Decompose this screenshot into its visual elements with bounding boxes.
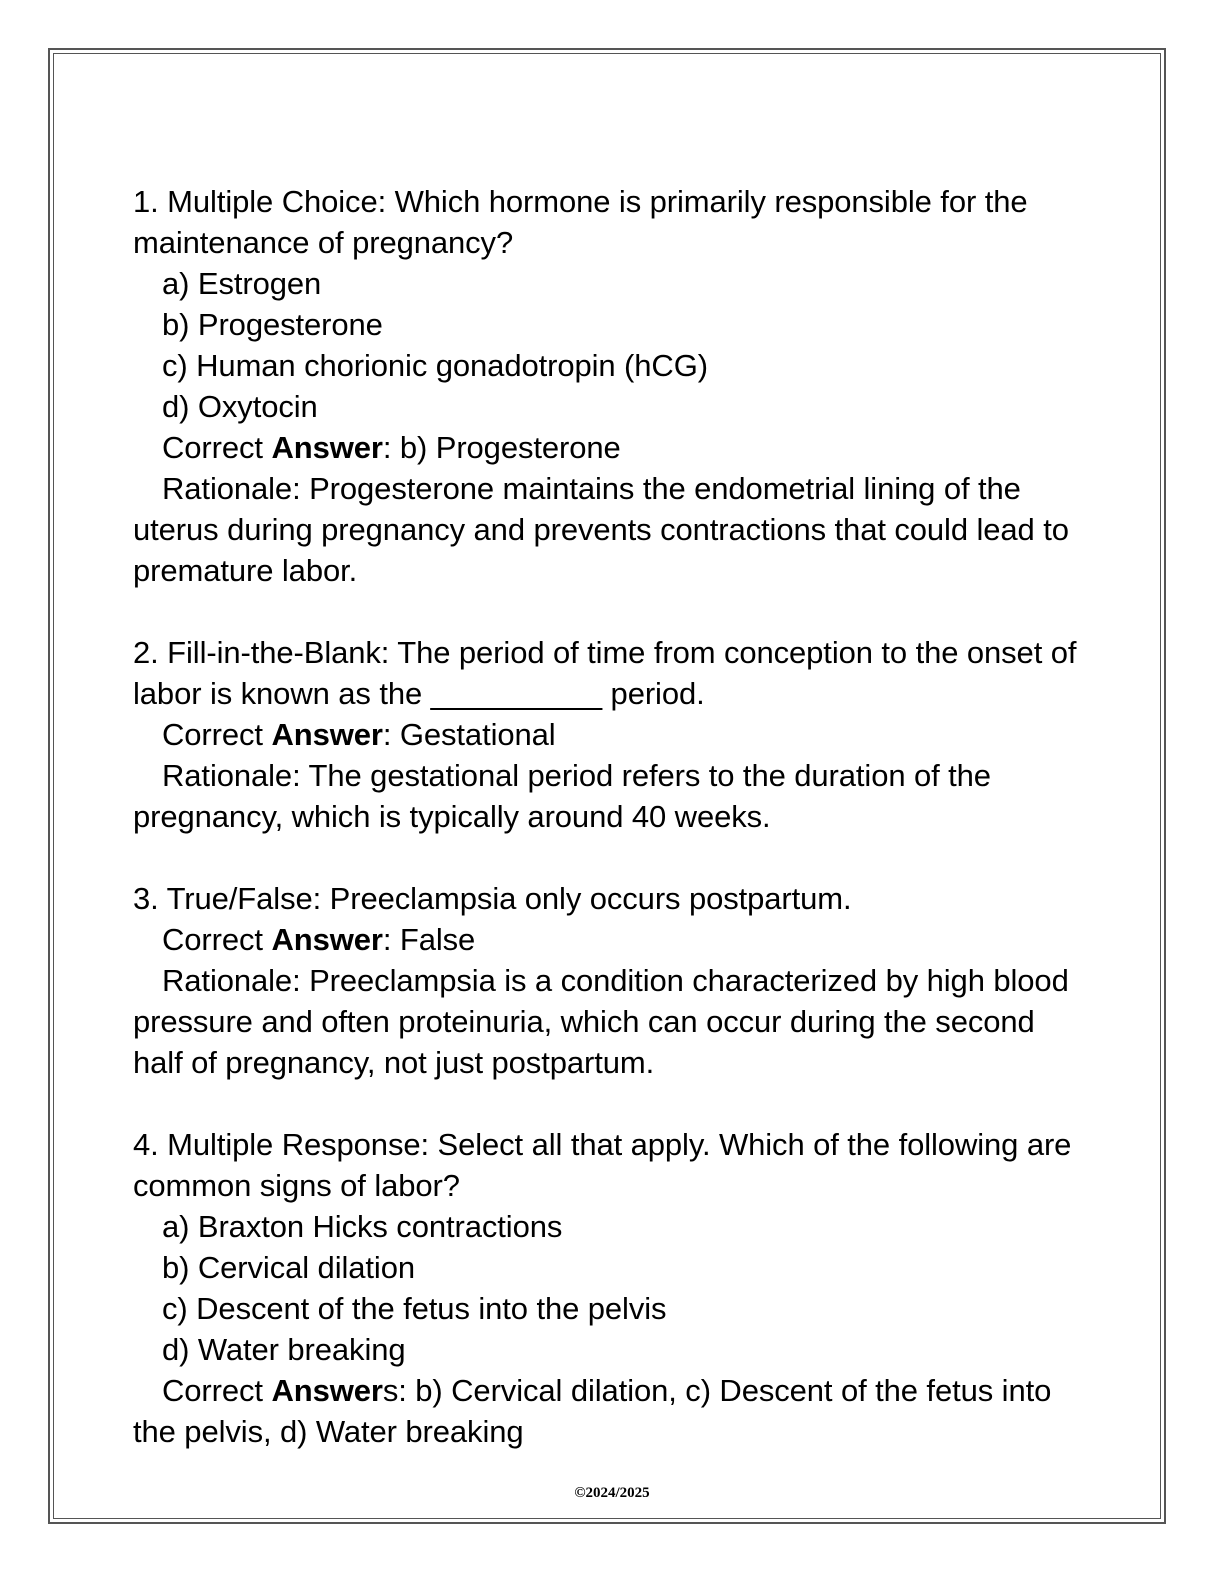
correct-answer-keyword: Answer [271, 717, 383, 752]
copyright-footer: ©2024/2025 [574, 1485, 650, 1501]
answer-option: a) Braxton Hicks contractions [162, 1209, 563, 1244]
answer-option: c) Human chorionic gonadotropin (hCG) [162, 348, 708, 383]
question-2 [133, 632, 1083, 837]
correct-answer-value: s: b) Cervical dilation, c) Descent of the fetus into the pelvis, d) Water breaking [133, 1373, 1052, 1449]
answer-option: d) Oxytocin [162, 389, 318, 424]
answer-option: b) Progesterone [162, 307, 383, 342]
question-3 [133, 878, 1083, 1083]
correct-answer-prefix: Correct [162, 922, 272, 957]
answer-option: a) Estrogen [162, 266, 322, 301]
question-1 [133, 181, 1083, 591]
question-stem: 4. Multiple Response: Select all that apply. Which of the following are common signs of labor? [133, 1127, 1072, 1203]
answer-option: c) Descent of the fetus into the pelvis [162, 1291, 667, 1326]
correct-answer-value: : Gestational [382, 717, 556, 752]
correct-answer-prefix: Correct [162, 717, 272, 752]
rationale: Rationale: The gestational period refers to the duration of the pregnancy, which is typically around 40 weeks. [133, 758, 991, 834]
correct-answer [133, 1370, 1083, 1452]
question-4 [133, 1124, 1083, 1452]
correct-answer-prefix: Correct [162, 1373, 272, 1408]
document-body [133, 181, 1083, 1493]
question-stem: 1. Multiple Choice: Which hormone is primarily responsible for the maintenance of pregnancy? [133, 184, 1028, 260]
correct-answer [133, 427, 1083, 468]
correct-answer-keyword: Answer [271, 1373, 383, 1408]
correct-answer-keyword: Answer [271, 922, 383, 957]
correct-answer-value: : b) Progesterone [382, 430, 621, 465]
correct-answer-value: : False [382, 922, 476, 957]
correct-answer-keyword: Answer [271, 430, 383, 465]
rationale: Rationale: Preeclampsia is a condition characterized by high blood pressure and often proteinuria, which can occur during the second half of pregnancy, not just postpartum. [133, 963, 1069, 1080]
correct-answer-prefix: Correct [162, 430, 272, 465]
question-stem: 2. Fill-in-the-Blank: The period of time from conception to the onset of labor is known as the __________ period. [133, 635, 1077, 711]
answer-option: b) Cervical dilation [162, 1250, 415, 1285]
question-stem: 3. True/False: Preeclampsia only occurs postpartum. [133, 881, 852, 916]
correct-answer [133, 919, 1083, 960]
answer-option: d) Water breaking [162, 1332, 406, 1367]
correct-answer [133, 714, 1083, 755]
rationale: Rationale: Progesterone maintains the endometrial lining of the uterus during pregnancy and prevents contractions that could lead to premature labor. [133, 471, 1069, 588]
